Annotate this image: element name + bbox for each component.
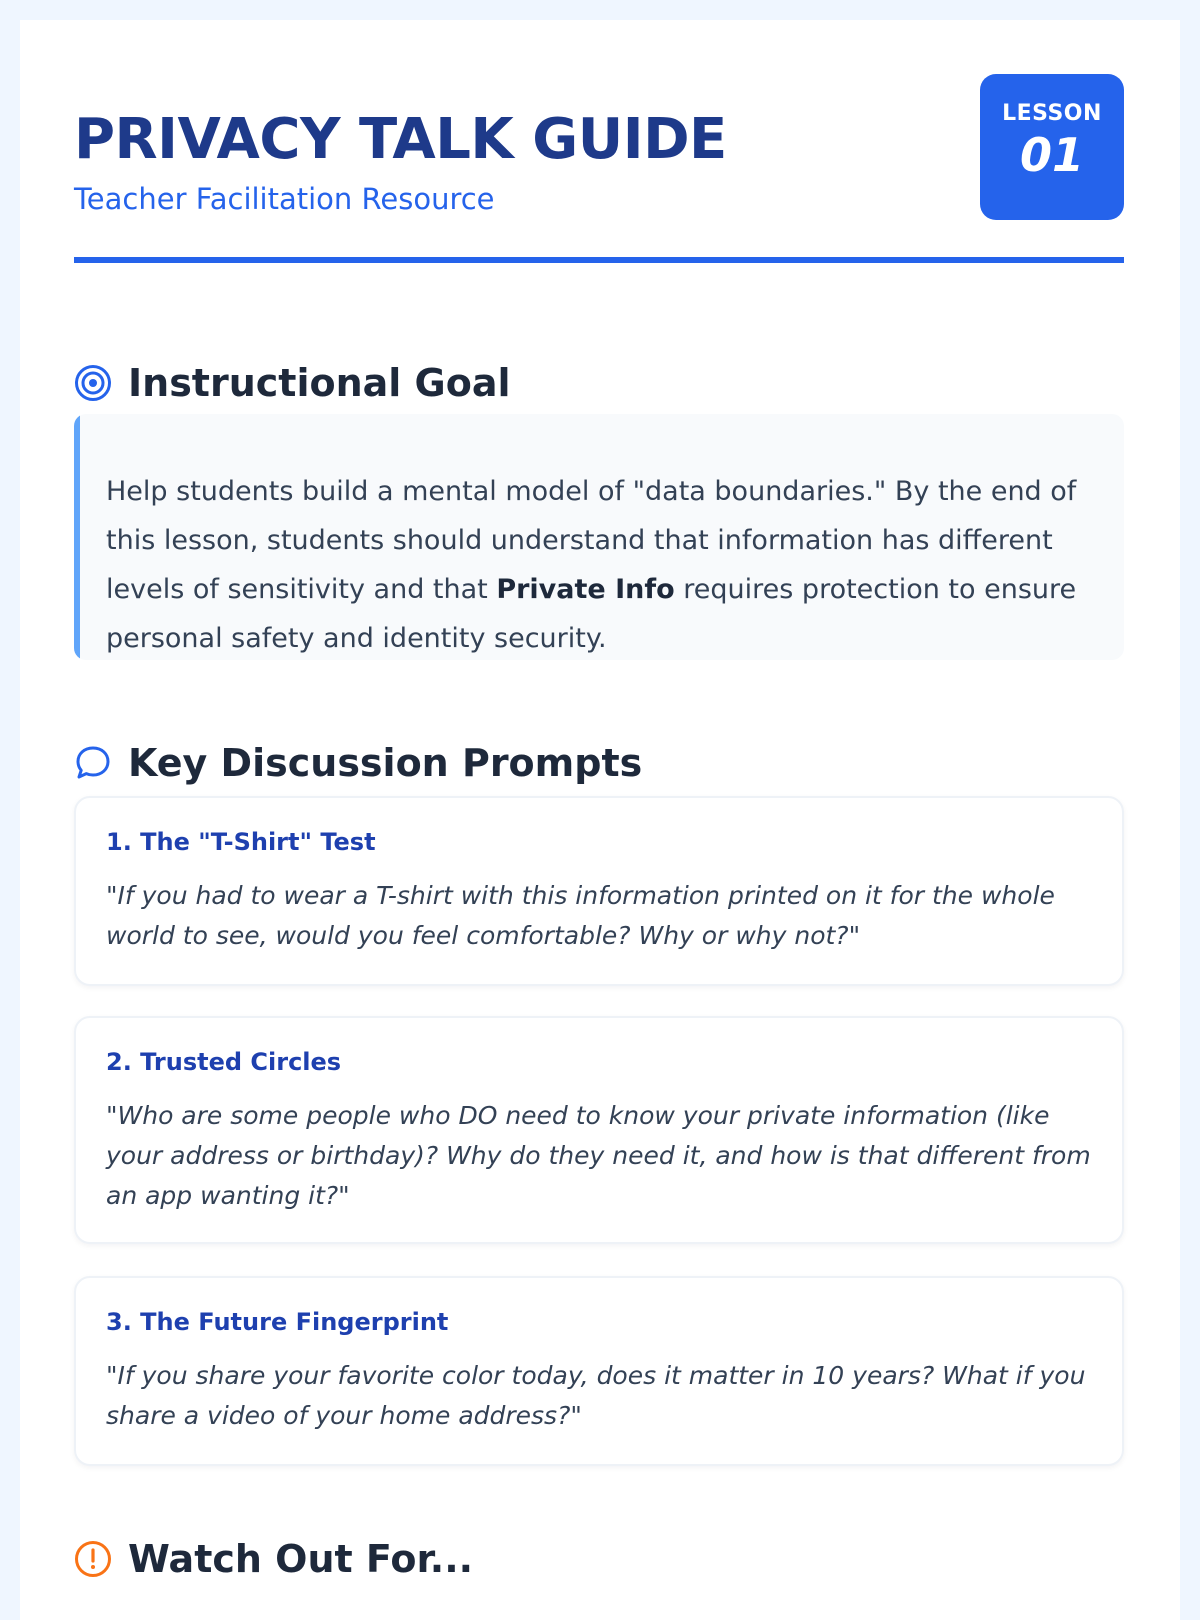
lesson-label: LESSON xyxy=(1002,101,1102,126)
section-title: Key Discussion Prompts xyxy=(128,741,643,785)
prompt-card xyxy=(74,1016,1124,1244)
page-header xyxy=(74,20,1126,283)
guide-content xyxy=(74,20,1126,1581)
discussion-prompts-heading xyxy=(74,736,874,790)
prompt-title: 1. The "T-Shirt" Test xyxy=(106,828,376,856)
page-subtitle: Teacher Facilitation Resource xyxy=(74,182,495,216)
prompt-card xyxy=(74,796,1124,986)
section-title: Instructional Goal xyxy=(128,361,511,405)
goal-text-emphasis: Private Info xyxy=(496,574,675,605)
guide-page xyxy=(20,20,1180,1620)
watch-out-heading xyxy=(74,1532,874,1586)
prompt-title: 2. Trusted Circles xyxy=(106,1048,342,1076)
prompt-title: 3. The Future Fingerprint xyxy=(106,1308,449,1336)
header-divider xyxy=(74,257,1124,263)
prompt-text: "If you share your favorite color today, does it matter in 10 years? What if you share a video of your home address?" xyxy=(106,1361,1086,1430)
chat-bubble-icon xyxy=(74,744,112,782)
target-icon xyxy=(74,364,112,402)
goal-callout xyxy=(74,414,1124,660)
prompt-card xyxy=(74,1276,1124,1466)
goal-text-part: requires protection to ensure personal safety and identity security. xyxy=(106,574,1077,654)
instructional-goal-heading xyxy=(74,356,874,410)
goal-text-part: Help students build a mental model of "data boundaries." By the end of this lesson, students should understand that information has different levels of sensitivity and that xyxy=(106,476,1077,605)
prompt-text: "Who are some people who DO need to know your private information (like your address or birthday)? Why do they need it, and how is that different from an app wanting it?" xyxy=(106,1101,1091,1210)
lesson-badge xyxy=(980,74,1124,220)
goal-text xyxy=(106,467,1086,660)
goal-accent-bar xyxy=(74,414,80,660)
page-title: PRIVACY TALK GUIDE xyxy=(74,107,727,172)
section-title: Watch Out For... xyxy=(128,1537,474,1581)
alert-circle-icon xyxy=(74,1540,112,1578)
prompt-text: "If you had to wear a T-shirt with this information printed on it for the whole world to see, would you feel comfortable? Why or why not?" xyxy=(106,881,1055,950)
lesson-number: 01 xyxy=(1019,128,1084,182)
